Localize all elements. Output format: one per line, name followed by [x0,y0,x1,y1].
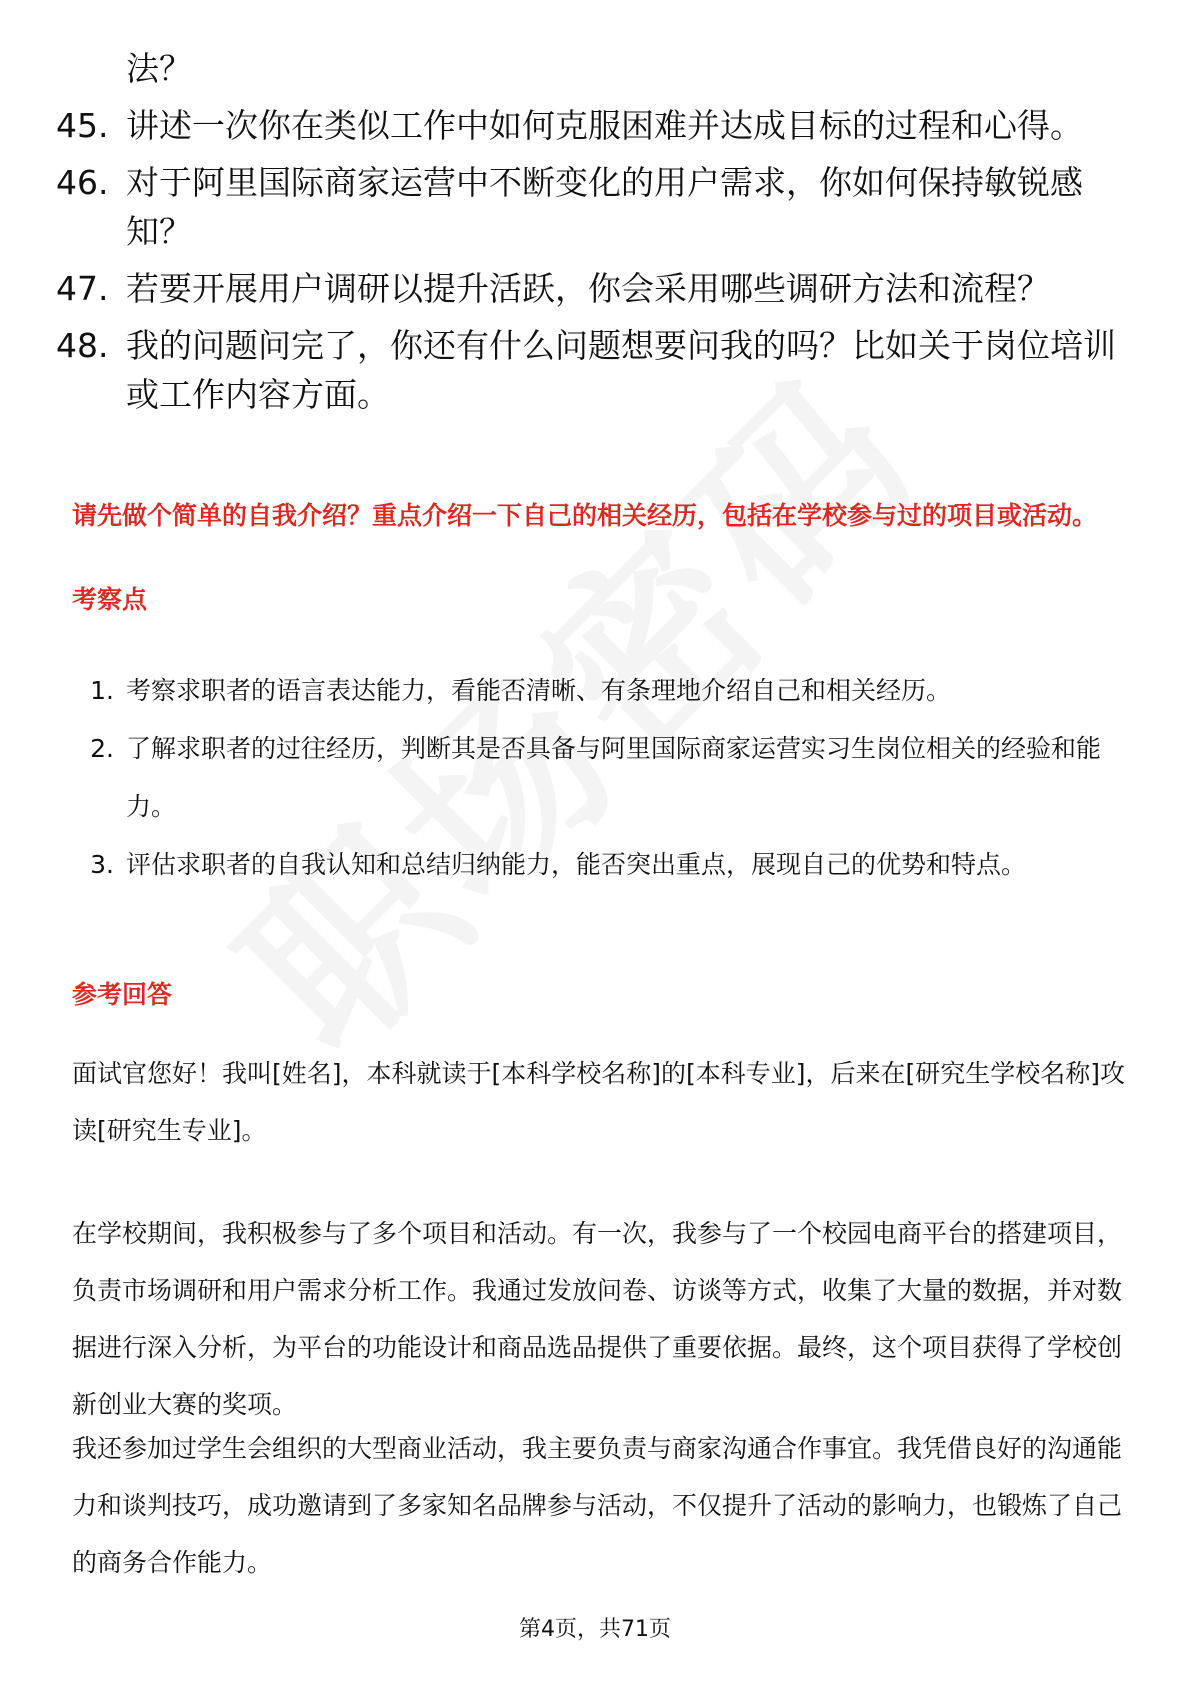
question-continuation: 法？ [126,49,192,88]
point-number: 3. [90,850,114,879]
question-number: 46. [56,163,109,202]
question-item [56,264,1136,313]
question-number: 47. [56,269,109,308]
question-text: 我的问题问完了，你还有什么问题想要问我的吗？比如关于岗位培训或工作内容方面。 [126,326,1116,414]
point-number: 1. [90,676,114,705]
examine-point [72,836,1128,894]
question-text: 对于阿里国际商家运营中不断变化的用户需求，你如何保持敏锐感知？ [126,163,1083,251]
examine-points-list [72,662,1128,894]
question-text: 讲述一次你在类似工作中如何克服困难并达成目标的过程和心得。 [126,106,1083,145]
point-number: 2. [90,734,114,763]
answer-paragraph: 在学校期间，我积极参与了多个项目和活动。有一次，我参与了一个校园电商平台的搭建项目，负责市场调研和用户需求分析工作。我通过发放问卷、访谈等方式，收集了大量的数据，并对数据进行深入分析，为平台的功能设计和商品选品提供了重要依据。最终，这个项目获得了学校创新创业大赛的奖项。 [72,1219,1123,1419]
question-number: 48. [56,326,109,365]
point-text: 考察求职者的语言表达能力，看能否清晰、有条理地介绍自己和相关经历。 [126,676,952,705]
question-item [56,321,1136,419]
question-text: 若要开展用户调研以提升活跃，你会采用哪些调研方法和流程？ [126,269,1050,308]
question-item [56,101,1136,150]
examine-heading: 考察点 [72,585,148,614]
question-item [56,158,1136,256]
question-number: 45. [56,106,109,145]
question-list [56,44,1136,427]
point-text: 了解求职者的过往经历，判断其是否具备与阿里国际商家运营实习生岗位相关的经验和能力。 [126,734,1102,821]
section-title: 请先做个简单的自我介绍？重点介绍一下自己的相关经历，包括在学校参与过的项目或活动。 [72,501,1098,530]
examine-point [72,720,1128,836]
page-footer: 第4页，共71页 [519,1617,671,1642]
answer-paragraph: 面试官您好！我叫[姓名]，本科就读于[本科学校名称]的[本科专业]，后来在[研究生学校名称]攻读[研究生专业]。 [72,1059,1126,1145]
answer-heading: 参考回答 [72,980,173,1009]
point-text: 评估求职者的自我认知和总结归纳能力，能否突出重点，展现自己的优势和特点。 [126,850,1027,879]
examine-point [72,662,1128,720]
answer-paragraph: 我还参加过学生会组织的大型商业活动，我主要负责与商家沟通合作事宜。我凭借良好的沟通能力和谈判技巧，成功邀请到了多家知名品牌参与活动，不仅提升了活动的影响力，也锻炼了自己的商务合作能力。 [72,1434,1123,1577]
